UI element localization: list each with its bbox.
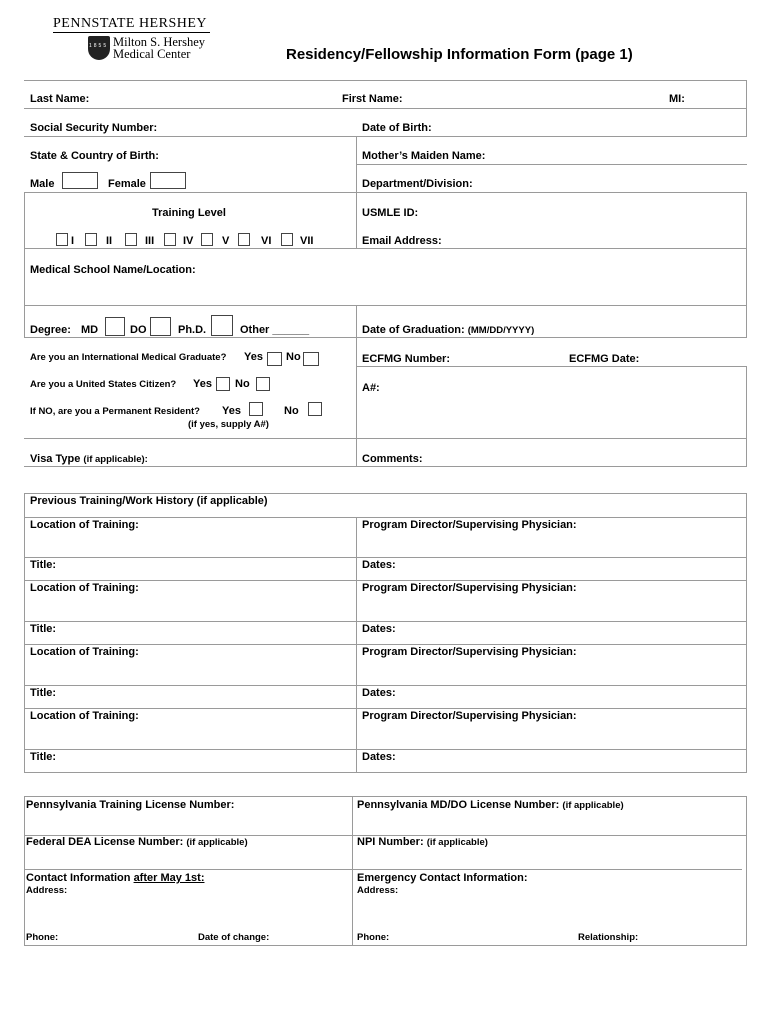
department-label: Department/Division: (362, 178, 473, 190)
director-label-2: Program Director/Supervising Physician: (362, 582, 577, 594)
dates-label-3: Dates: (362, 687, 396, 699)
img-no-label: No (286, 351, 301, 363)
dates-label-2: Dates: (362, 623, 396, 635)
resident-no-label: No (284, 405, 299, 417)
training-level-label: Training Level (152, 207, 226, 219)
usmle-label: USMLE ID: (362, 207, 419, 219)
contact-address-label: Address: (26, 885, 68, 896)
logo-year: 1855 (89, 43, 109, 49)
resident-yes-checkbox[interactable] (249, 402, 263, 416)
citizen-no-label: No (235, 378, 250, 390)
level-iv-checkbox[interactable] (164, 233, 176, 246)
pa-md-license-text: Pennsylvania MD/DO License Number: (357, 799, 560, 811)
level-vi-label: VI (261, 235, 272, 247)
citizen-question: Are you a United States Citizen? (30, 379, 177, 390)
comments-label: Comments: (362, 453, 423, 465)
emergency-address-label: Address: (357, 885, 399, 896)
location-label-1: Location of Training: (30, 519, 139, 531)
level-vi-checkbox[interactable] (238, 233, 250, 246)
ssn-label: Social Security Number: (30, 122, 158, 134)
a-number-label: A#: (362, 382, 380, 394)
logo-wordmark: PENNSTATE HERSHEY (53, 16, 207, 31)
visa-text: Visa Type (30, 453, 81, 465)
level-iii-checkbox[interactable] (125, 233, 137, 246)
relationship-label: Relationship: (578, 932, 639, 943)
maiden-name-label: Mother’s Maiden Name: (362, 150, 486, 162)
citizen-yes-label: Yes (193, 378, 212, 390)
dea-license-label (26, 836, 248, 848)
history-heading: Previous Training/Work History (if applicable) (30, 495, 268, 507)
level-v-checkbox[interactable] (201, 233, 213, 246)
contact-info-after: after May 1st: (133, 872, 205, 884)
visa-note: (if applicable): (83, 454, 148, 465)
emergency-phone-label: Phone: (357, 932, 390, 943)
phd-checkbox[interactable] (211, 315, 233, 336)
resident-question: If NO, are you a Permanent Resident? (30, 406, 200, 417)
citizen-no-checkbox[interactable] (256, 377, 270, 391)
citizen-yes-checkbox[interactable] (216, 377, 230, 391)
do-checkbox[interactable] (150, 317, 171, 336)
ecfmg-number-label: ECFMG Number: (362, 353, 450, 365)
location-label-4: Location of Training: (30, 710, 139, 722)
resident-yes-label: Yes (222, 405, 241, 417)
title-label-4: Title: (30, 751, 57, 763)
pa-md-license-note: (if applicable) (562, 800, 624, 811)
title-label-3: Title: (30, 687, 57, 699)
contact-phone-label: Phone: (26, 932, 59, 943)
logo-line2: Milton S. Hershey (113, 35, 206, 49)
img-yes-label: Yes (244, 351, 263, 363)
last-name-label: Last Name: (30, 93, 90, 105)
dates-label-1: Dates: (362, 559, 396, 571)
ecfmg-date-label: ECFMG Date: (569, 353, 640, 365)
title-label-1: Title: (30, 559, 57, 571)
phd-label: Ph.D. (178, 324, 207, 336)
shield-icon (88, 36, 110, 60)
date-of-change-label: Date of change: (198, 932, 270, 943)
other-label: Other ______ (240, 324, 310, 336)
md-label: MD (81, 324, 99, 336)
birthplace-label: State & Country of Birth: (30, 150, 159, 162)
director-label-4: Program Director/Supervising Physician: (362, 710, 577, 722)
md-checkbox[interactable] (105, 317, 125, 336)
email-label: Email Address: (362, 235, 442, 247)
dea-license-text: Federal DEA License Number: (26, 836, 184, 848)
dates-label-4: Dates: (362, 751, 396, 763)
level-ii-label: II (106, 235, 113, 247)
resident-no-checkbox[interactable] (308, 402, 322, 416)
npi-label (357, 836, 488, 848)
img-question: Are you an International Medical Graduate? (30, 352, 227, 363)
contact-info-text: Contact Information (26, 872, 131, 884)
contact-info-label (26, 872, 204, 884)
location-label-3: Location of Training: (30, 646, 139, 658)
level-vii-label: VII (300, 235, 314, 247)
director-label-1: Program Director/Supervising Physician: (362, 519, 577, 531)
grad-date-format: (MM/DD/YYYY) (467, 325, 535, 336)
pa-training-license-label: Pennsylvania Training License Number: (26, 799, 235, 811)
director-label-3: Program Director/Supervising Physician: (362, 646, 577, 658)
dob-label: Date of Birth: (362, 122, 432, 134)
resident-note: (if yes, supply A#) (188, 419, 269, 430)
npi-note: (if applicable) (426, 837, 488, 848)
dea-license-note: (if applicable) (186, 837, 248, 848)
logo-line3: Medical Center (113, 47, 191, 61)
female-checkbox[interactable] (150, 172, 186, 189)
level-i-label: I (71, 235, 75, 247)
pa-md-license-label (357, 799, 624, 811)
first-name-label: First Name: (342, 93, 403, 105)
level-v-label: V (222, 235, 230, 247)
level-iii-label: III (145, 235, 155, 247)
level-vii-checkbox[interactable] (281, 233, 293, 246)
title-label-2: Title: (30, 623, 57, 635)
male-checkbox[interactable] (62, 172, 98, 189)
level-iv-label: IV (183, 235, 194, 247)
visa-label (30, 453, 148, 465)
female-label: Female (108, 178, 146, 190)
level-ii-checkbox[interactable] (85, 233, 97, 246)
med-school-label: Medical School Name/Location: (30, 264, 196, 276)
img-yes-checkbox[interactable] (267, 352, 282, 366)
male-label: Male (30, 178, 55, 190)
npi-text: NPI Number: (357, 836, 424, 848)
emergency-contact-label: Emergency Contact Information: (357, 872, 528, 884)
grad-date-label (362, 324, 534, 336)
page-title: Residency/Fellowship Information Form (page 1) (286, 46, 633, 63)
img-no-checkbox[interactable] (303, 352, 319, 366)
mi-label: MI: (669, 93, 685, 105)
location-label-2: Location of Training: (30, 582, 139, 594)
degree-label: Degree: (30, 324, 71, 336)
do-label: DO (130, 324, 147, 336)
level-i-checkbox[interactable] (56, 233, 68, 246)
grad-date-text: Date of Graduation: (362, 324, 465, 336)
